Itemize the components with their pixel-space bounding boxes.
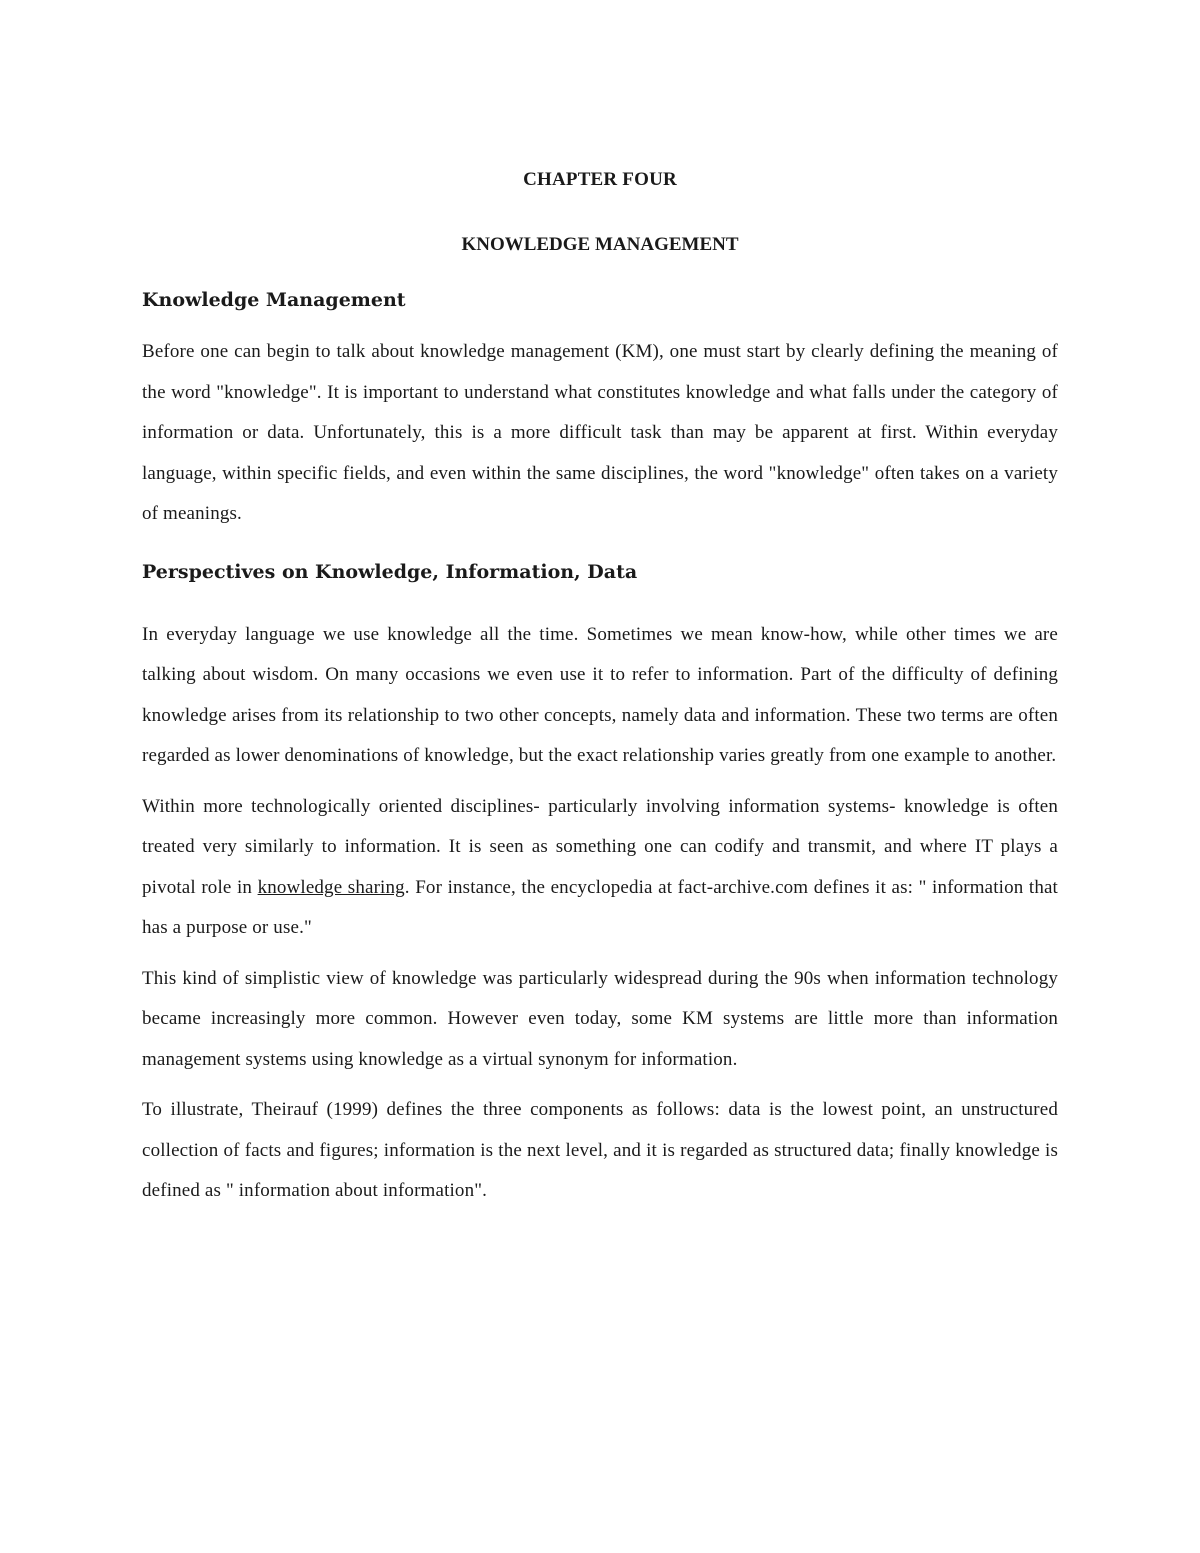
heading-perspectives: Perspectives on Knowledge, Information, Data	[142, 560, 638, 583]
paragraph-intro: Before one can begin to talk about knowledge management (KM), one must start by clearly defining the meaning of the word "knowledge". It is important to understand what constitutes knowledge and what falls under the category of information or data. Unfortunately, this is a more difficult task than may be apparent at first. Within everyday language, within specific fields, and even within the same disciplines, the word "knowledge" often takes on a variety of meanings.	[142, 341, 1058, 524]
paragraph-simplistic-view: This kind of simplistic view of knowledge was particularly widespread during the 90s when information technology became increasingly more common. However even today, some KM systems are little more than information management systems using knowledge as a virtual synonym for information.	[142, 967, 1058, 1070]
paragraph-theirauf: To illustrate, Theirauf (1999) defines the three components as follows: data is the lowest point, an unstructured collection of facts and figures; information is the next level, and it is regarded as structured data; finally knowledge is defined as " information about information".	[142, 1099, 1058, 1201]
paragraph-text: . For instance, the encyclopedia at fact-archive.com defines it as: " information that has a purpose or use."	[142, 876, 1058, 938]
paragraph-everyday-language: In everyday language we use knowledge all the time. Sometimes we mean know-how, while other times we are talking about wisdom. On many occasions we even use it to refer to information. Part of the difficulty of defining knowledge arises from its relationship to two other concepts, namely data and information. These two terms are often regarded as lower denominations of knowledge, but the exact relationship varies greatly from one example to another.	[142, 623, 1058, 766]
paragraph-technological-disciplines	[142, 787, 1058, 949]
section-title: KNOWLEDGE MANAGEMENT	[461, 234, 739, 255]
heading-knowledge-management: Knowledge Management	[142, 289, 406, 311]
paragraph-text: Within more technologically oriented disciplines- particularly involving information systems- knowledge is often treated very similarly to information. It is seen as something one can codify and transmit, and where IT plays a pivotal role in	[142, 795, 1058, 898]
document-page	[142, 160, 1058, 1212]
knowledge-sharing-link[interactable]: knowledge sharing	[257, 876, 405, 898]
chapter-title: CHAPTER FOUR	[523, 169, 677, 190]
